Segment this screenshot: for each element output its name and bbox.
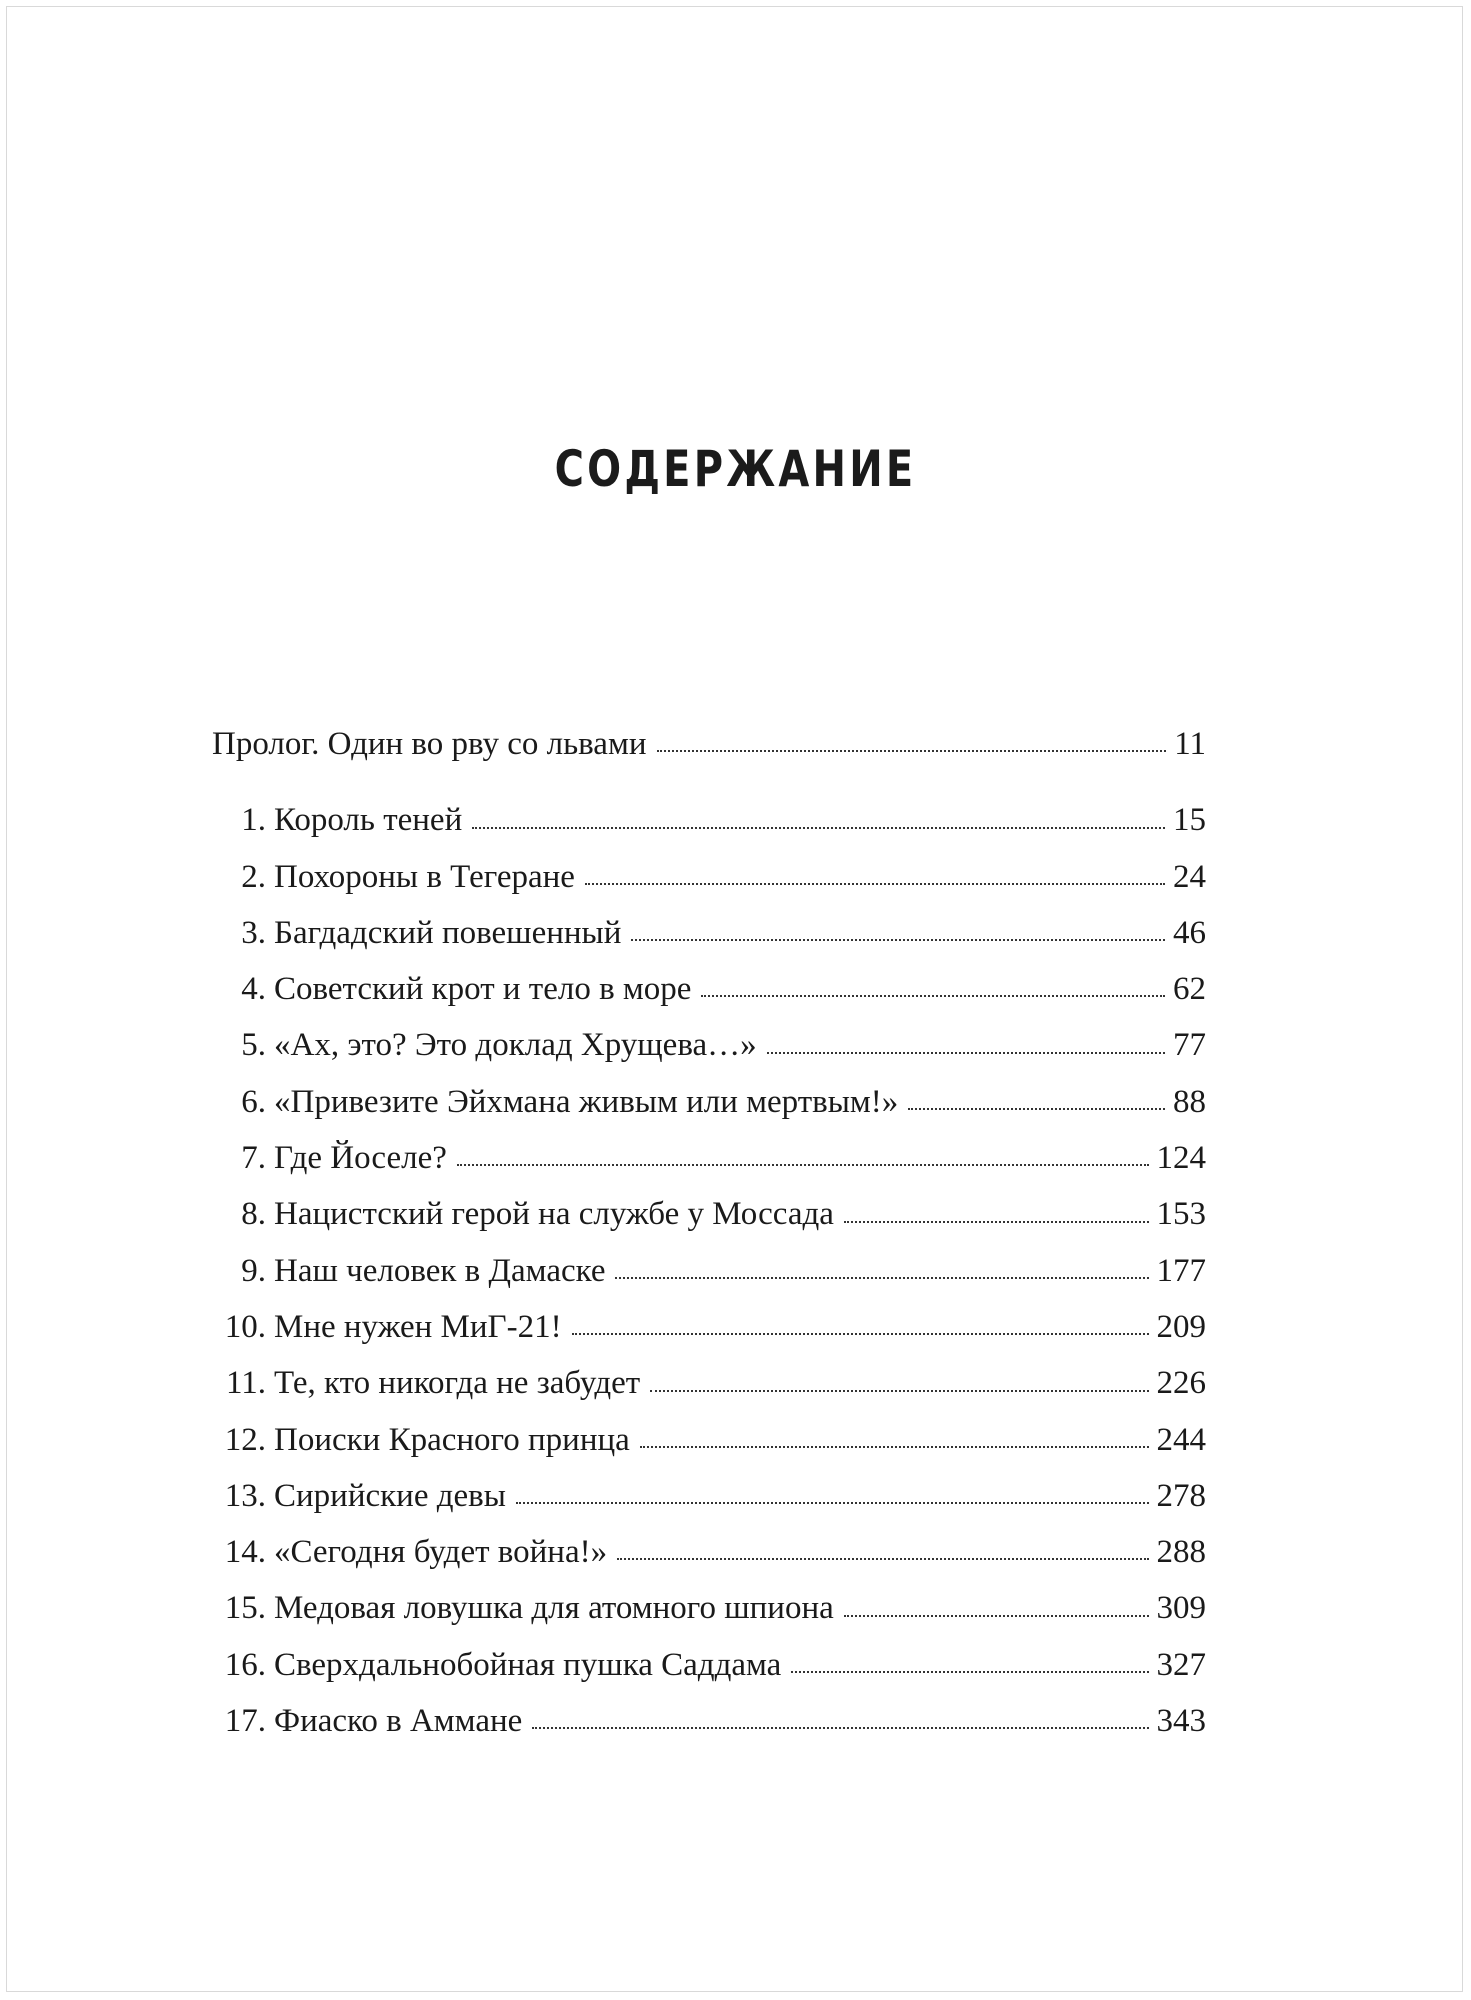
toc-entry [212,1412,1206,1468]
toc-entry-label: Фиаско в Аммане [274,1703,523,1740]
toc-entry [212,1243,1206,1299]
toc-entry-page: 11 [1174,726,1206,762]
toc-entry-label: Те, кто никогда не забудет [274,1365,641,1402]
toc-entry-page: 209 [1156,1308,1206,1345]
toc-entry-label: Багдадский повешенный [274,914,622,951]
toc-entry [212,1524,1206,1580]
toc-entry-label: Пролог. Один во рву со львами [212,726,647,762]
toc-entry [212,1468,1206,1524]
toc-entry [212,1355,1206,1411]
toc-entry-number: 6. [241,1083,266,1120]
dot-leader [640,1446,1149,1448]
dot-leader [767,1052,1165,1054]
toc-entry-number: 4. [241,971,266,1008]
dot-leader [472,827,1165,829]
toc-entry-label: Где Йоселе? [274,1140,447,1177]
toc-entry-number: 8. [241,1196,266,1233]
toc-entry-page: 288 [1156,1534,1206,1571]
toc-entry-label: Советский крот и тело в море [274,971,692,1008]
toc-entry-label: «Сегодня будет война!» [274,1534,608,1571]
page-title: СОДЕРЖАНИЕ [554,440,917,498]
toc-entry-label: Сирийские девы [274,1477,506,1514]
toc-entry [212,1130,1206,1186]
toc-entry-page: 153 [1156,1196,1206,1233]
toc-entry [212,1074,1206,1130]
toc-entry-number: 5. [241,1027,266,1064]
dot-leader [844,1615,1149,1617]
toc-entry [212,1299,1206,1355]
toc-entry-page: 124 [1156,1140,1206,1177]
dot-leader [791,1671,1148,1673]
toc-entry-page: 24 [1173,858,1206,895]
dot-leader [615,1277,1148,1279]
toc-entry-number: 10. [224,1308,266,1345]
toc-entry-number: 11. [225,1365,266,1402]
toc-entry-label: «Привезите Эйхмана живым или мертвым!» [274,1083,899,1120]
dot-leader [844,1221,1149,1223]
toc-entry [212,905,1206,961]
dot-leader [617,1558,1148,1560]
dot-leader [650,1390,1148,1392]
toc-entry-page: 77 [1173,1027,1206,1064]
toc-entry-page: 62 [1173,971,1206,1008]
toc-entry-label: Король теней [274,802,463,839]
toc-entry-label: «Ах, это? Это доклад Хрущева…» [274,1027,757,1064]
toc-entry [212,1637,1206,1693]
dot-leader [585,883,1165,885]
dot-leader [631,939,1165,941]
toc-entry [212,1580,1206,1636]
dot-leader [657,750,1167,752]
toc-entry-page: 343 [1156,1703,1206,1740]
dot-leader [908,1108,1165,1110]
toc-entry-label: Поиски Красного принца [274,1421,630,1458]
toc-entry [212,961,1206,1017]
toc-entry-page: 226 [1156,1365,1206,1402]
toc-entry-prologue [212,716,1206,772]
dot-leader [701,995,1165,997]
toc-entry [212,1186,1206,1242]
toc-entry-number: 15. [224,1590,266,1627]
toc-entry-number: 1. [241,802,266,839]
dot-leader [457,1164,1149,1166]
toc-entry-number: 16. [224,1646,266,1683]
toc-entry-number: 2. [241,858,266,895]
toc-entry [212,792,1206,848]
toc-entry-page: 278 [1156,1477,1206,1514]
toc-entry-page: 309 [1156,1590,1206,1627]
toc-entry [212,1017,1206,1073]
toc-entry-label: Похороны в Тегеране [274,858,575,895]
toc-entry-number: 3. [241,914,266,951]
toc-entry [212,1693,1206,1749]
toc-entry-label: Наш человек в Дамаске [274,1252,606,1289]
toc-entry-page: 88 [1173,1083,1206,1120]
dot-leader [532,1727,1148,1729]
toc-entry-label: Сверхдальнобойная пушка Саддама [274,1646,782,1683]
toc-entry-label: Медовая ловушка для атомного шпиона [274,1590,834,1627]
toc-entry-number: 9. [241,1252,266,1289]
toc-entry-number: 14. [224,1534,266,1571]
toc-entry-number: 13. [224,1477,266,1514]
dot-leader [516,1502,1149,1504]
toc-entry-page: 327 [1156,1646,1206,1683]
toc-entry-page: 15 [1173,802,1206,839]
toc-entry-number: 17. [224,1703,266,1740]
toc-entry-page: 244 [1156,1421,1206,1458]
toc-entry [212,849,1206,905]
table-of-contents [212,716,1206,1749]
toc-entry-page: 177 [1156,1252,1206,1289]
toc-entry-label: Нацистский герой на службе у Моссада [274,1196,834,1233]
toc-entry-page: 46 [1173,914,1206,951]
toc-entry-number: 12. [224,1421,266,1458]
toc-entry-number: 7. [241,1140,266,1177]
dot-leader [572,1333,1149,1335]
toc-entry-label: Мне нужен МиГ-21! [274,1308,562,1345]
